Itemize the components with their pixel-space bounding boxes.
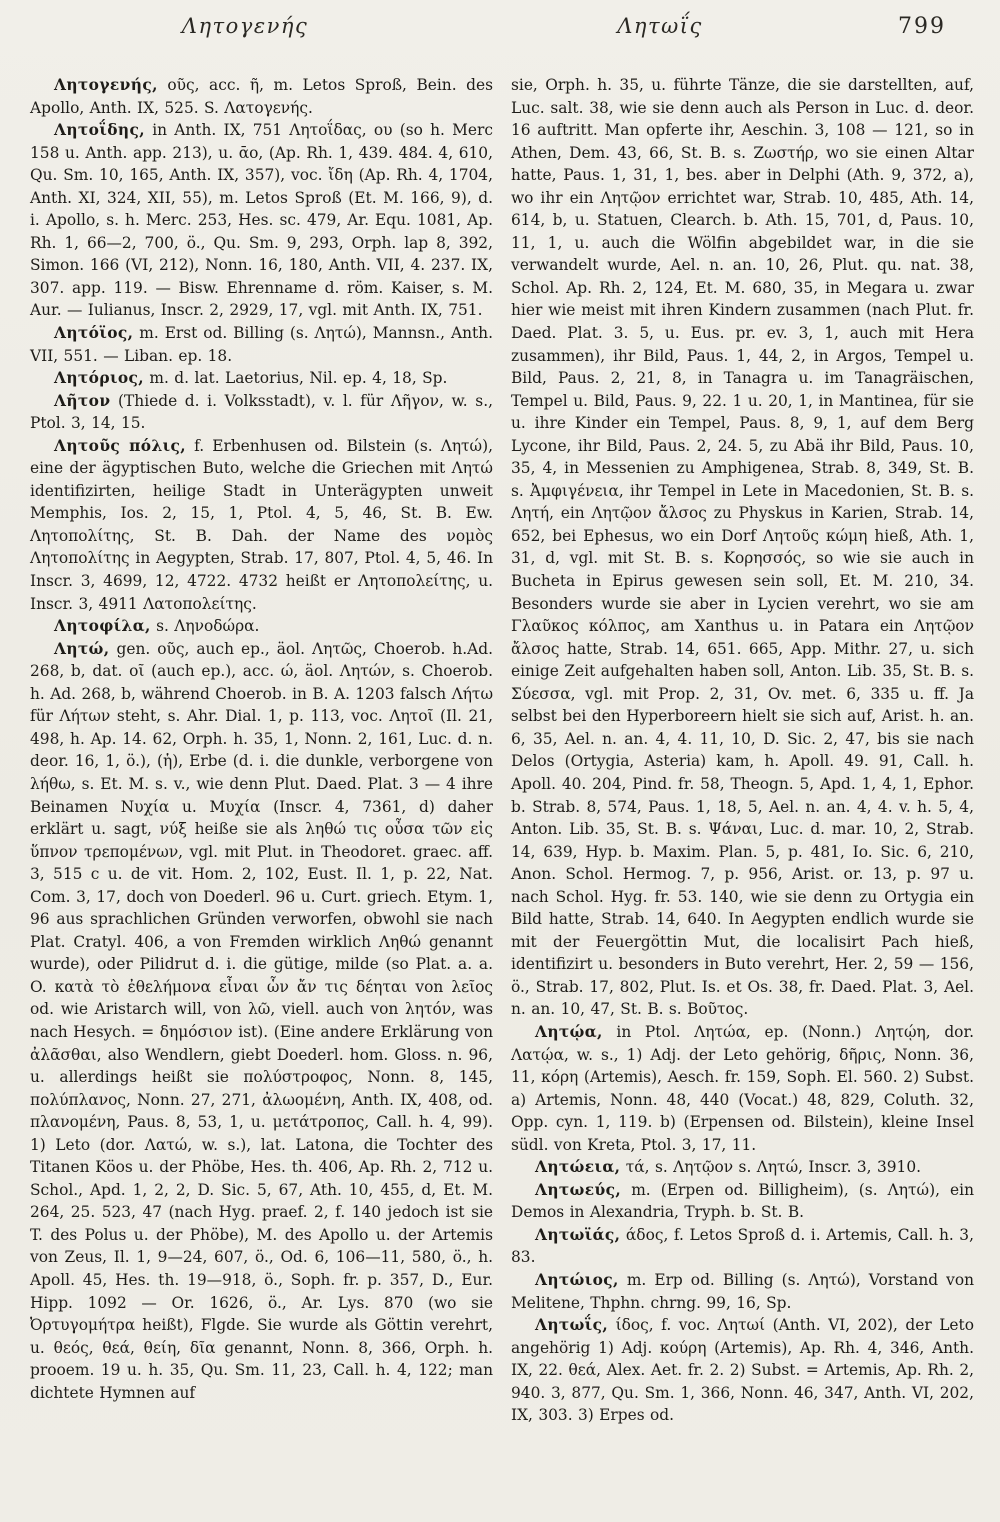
entry-text: άδος, f. Letos Sproß d. i. Artemis, Call. h. 3, 83. [511,1225,974,1267]
headword: Λῆτον [54,391,111,410]
entry-text: in Ptol. Λητώα, ep. (Nonn.) Λητῴη, dor. Λατῴα, w. s., 1) Adj. der Leto gehörig, δῆρις, Nonn. 36, 11, κόρη (Artemis), Aesch. fr. 159, Soph. El. 560. 2) Subst. a) Artemis, Nonn. 48, 440 (Vocat.) 48, 829, Coluth. 32, Opp. cyn. 1, 119. b) (Erpensen od. Bilstein), kleine Insel südl. von Kreta, Ptol. 3, 17, 11. [511,1022,974,1154]
headword: Λητωϊάς, [535,1225,621,1244]
running-head-left: Λητογενής [181,14,309,38]
headword: Λητώεια, [535,1158,621,1177]
headword: Λητογενής, [54,76,158,94]
page-header [30,14,974,60]
entry-letous-polis [30,435,493,615]
entry-letoa [511,1021,974,1156]
entry-text: s. Ληνοδώρα. [150,617,260,636]
headword: Λητώιος, [535,1270,619,1289]
entry-text: m. Erp od. Billing (s. Λητώ), Vorstand von Melitene, Thphn. chrng. 99, 16, Sp. [511,1270,974,1312]
entry-letoides [30,119,493,322]
entry-text: sie, Orph. h. 35, u. führte Tänze, die sie darstellten, auf, Luc. salt. 38, wie sie denn auch als Person in Luc. d. deor. 16 auftritt. Man opferte ihr, Aeschin. 3, 108 — 121, so in Athen, Dem. 43, 66, St. B. s. Ζωστήρ, wo sie einen Altar hatte, Paus. 1, 31, 1, bes. aber in Delphi (Ath. 9, 372, a), wo ihr ein Λητῷον errichtet war, Strab. 10, 485, Ath. 14, 614, b, u. Statuen, Clearch. b. Ath. 15, 701, d, Paus. 10, 11, 1, u. auch die Wölfin abgebildet war, in die sie verwandelt wurde, Ael. n. an. 10, 26, Plut. qu. nat. 38, Schol. Ap. Rh. 2, 124, Et. M. 680, 35, in Megara u. zwar hier wie meist mit ihren Kindern zusammen (nach Plut. fr. Daed. Plat. 3. 5, u. Eus. pr. ev. 3, 1, auch mit Hera zusammen), ihr Bild, Paus. 1, 44, 2, in Argos, Tempel u. Bild, Paus. 2, 21, 8, in Tanagra u. im Tanagräischen, Tempel u. Bild, Paus. 9, 22. 1 u. 20, 1, in Mantinea, für sie u. ihre Kinder ein Tempel, Paus. 8, 9, 1, auf dem Berg Lycone, ihr Bild, Paus. 2, 24. 5, zu Abä ihr Bild, Paus. 10, 35, 4, in Messenien zu Amphigenea, Strab. 8, 349, St. B. s. Ἀμφιγένεια, ihr Tempel in Lete in Macedonien, St. B. s. Λητή, ein Λητῷον ἄλσος zu Physkus in Karien, Strab. 14, 652, bei Ephesus, wo ein Dorf Λητοῦς κώμη hieß, Ath. 1, 31, d, vgl. mit St. B. s. Κορησσός, so wie sie auch in Bucheta in Epirus gewesen sein soll, Et. M. 210, 34. Besonders wurde sie aber in Lycien verehrt, wo sie am Γλαῦκος κόλπος, am Xanthus u. in Patara ein Λητῷον ἄλσος hatte, Strab. 14, 651. 665, App. Mithr. 27, u. sich einige Zeit aufgehalten haben soll, Anton. Lib. 35, St. B. s. Σύεσσα, vgl. mit Prop. 2, 31, Ov. met. 6, 335 u. ff. Ja selbst bei den Hyperboreern hielt sie sich auf, Arist. h. an. 6, 35, Ael. n. an. 4, 4. 11, 10, D. Sic. 2, 47, bis sie nach Delos (Ortygia, Asteria) kam, h. Apoll. 49. 91, Call. h. Apoll. 40. 204, Pind. fr. 58, Theogn. 5, Apd. 1, 4, 1, Ephor. b. Strab. 8, 574, Paus. 1, 18, 5, Ael. n. an. 4, 4. v. h. 5, 4, Anton. Lib. 35, St. B. s. Ψάναι, Luc. d. mar. 10, 2, Strab. 14, 639, Hyp. b. Maxim. Plan. 5, p. 481, Io. Sic. 6, 210, Anon. Schol. Hermog. 7, p. 956, Arist. or. 13, p. 97 u. nach Schol. Hyg. fr. 53. 140, wie sie denn zu Ortygia ein Bild hatte, Strab. 14, 640. In Aegypten endlich wurde sie mit der Feuergöttin Mut, die localisirt Pach hieß, identifizirt u. besonders in Buto verehrt, Her. 2, 59 — 156, ö., Strab. 17, 802, Plut. Is. et Os. 38, fr. Daed. Plat. 3, Ael. n. an. 10, 47, St. B. s. Βοῦτος. [511,76,974,1019]
entry-text: f. Erbenhusen od. Bilstein (s. Λητώ), eine der ägyptischen Buto, welche die Griechen mit Λητώ identifizirten, heilige Stadt in Unterägypten unweit Memphis, Ios. 2, 15, 1, Ptol. 4, 5, 46, St. B. Ew. Λητοπολίτης, St. B. Dah. der Name des νομὸς Λητοπολίτης in Aegypten, Strab. 17, 807, Ptol. 4, 5, 46. In Inscr. 3, 4699, 12, 4722. 4732 heißt er Λητοπολείτης, u. Inscr. 3, 4911 Λατοπολείτης. [30,436,494,613]
entry-text: ίδος, f. voc. Λητωί (Anth. VI, 202), der Leto angehörig 1) Adj. κούρη (Artemis), Ap. Rh. 4, 346, Anth. IX, 22. θεά, Alex. Aet. fr. 2. 2) Subst. = Artemis, Ap. Rh. 2, 940. 3, 877, Qu. Sm. 1, 366, Nonn. 46, 347, Anth. VI, 202, IX, 303. 3) Erpes od. [511,1316,974,1425]
entry-leto [30,638,493,1405]
entry-letois [511,1314,974,1427]
text-columns [30,74,974,1427]
column-left [30,74,493,1427]
entry-text: m. Erst od. Billing (s. Λητώ), Mannsn., Anth. VII, 551. — Liban. ep. 18. [30,324,493,365]
entry-letoias [511,1224,974,1269]
entry-text: m. d. lat. Laetorius, Nil. ep. 4, 18, Sp. [144,369,448,388]
entry-text: τά, s. Λητῷον s. Λητώ, Inscr. 3, 3910. [620,1158,922,1177]
headword: Λητωεύς, [535,1180,622,1199]
running-head-right: Λητωΐς [617,14,703,38]
entry-text: in Anth. IX, 751 Λητοΐδας, ου (so h. Merc 158 u. Anth. app. 213), u. ᾱο, (Ap. Rh. 1, 439. 484. 4, 610, Qu. Sm. 10, 165, Anth. IX, 357), voc. ἴδη (Ap. Rh. 4, 1704, Anth. XI, 324, XII, 55), m. Letos Sproß (Et. M. 166, 9), d. i. Apollo, s. h. Merc. 253, Hes. sc. 479, Ar. Equ. 1081, Ap. Rh. 1, 66—2, 700, ö., Qu. Sm. 9, 293, Orph. lap 8, 392, Simon. 166 (VI, 212), Nonn. 16, 180, Anth. VII, 4. 237. IX, 307. app. 119. — Bisw. Ehrenname d. röm. Kaiser, s. M. Aur. — Iulianus, Inscr. 2, 2929, 17, vgl. mit Anth. IX, 751. [30,121,493,320]
entry-letoeia [511,1156,974,1179]
headword: Λητοῦς πόλις, [54,436,187,455]
entry-letoios [30,322,493,367]
entry-letoios-2 [511,1269,974,1314]
entry-leto-continuation [511,74,974,1021]
headword: Λητωΐς, [535,1316,609,1335]
entry-letoeus [511,1179,974,1224]
entry-text: (Thiede d. i. Volksstadt), v. l. für Λῆγον, w. s., Ptol. 3, 14, 15. [30,391,493,433]
column-right [511,74,974,1427]
entry-text: m. (Erpen od. Billigheim), (s. Λητώ), ein Demos in Alexandria, Tryph. b. St. B. [511,1180,974,1222]
headword: Λητώ, [54,639,110,658]
headword: Λητοΐδης, [54,121,145,140]
entry-text: gen. οῦς, auch ep., äol. Λητῶς, Choerob. h.Ad. 268, b, dat. οῖ (auch ep.), acc. ώ, äol. Λητών, s. Choerob. h. Ad. 268, b, während Choerob. in B. A. 1203 falsch Λήτω für Λήτων steht, s. Ahr. Dial. 1, p. 113, voc. Λητοῖ (Il. 21, 498, h. Ap. 14. 62, Orph. h. 35, 1, Nonn. 2, 161, Luc. d. n. deor. 16, 1, ö.), (ἡ), Erbe (d. i. die dunkle, verborgene von λήθω, s. Et. M. s. v., wie denn Plut. Daed. Plat. 3 — 4 ihre Beinamen Νυχία u. Μυχία (Inscr. 4, 7361, d) daher erklärt u. sagt, νύξ heiße sie als ληθώ τις οὖσα τῶν εἰς ὕπνον τρεπομένων, vgl. mit Plut. in Theodoret. graec. aff. 3, 515 c u. de vit. Hom. 2, 102, Eust. Il. 1, p. 22, Nat. Com. 3, 17, doch von Doederl. 96 u. Curt. griech. Etym. 1, 96 aus sprachlichen Gründen verworfen, obwohl sie nach Plat. Cratyl. 406, a von Fremden wirklich Ληθώ genannt wurde), oder Pilidrut d. i. die gütige, milde (so Plat. a. a. O. κατὰ τὸ ἐθελήμονα εἶναι ὧν ἄν τις δέηται von λεῖος od. wie Aristarch will, von λῶ, viell. auch von λητόν, was nach Hesych. = δημόσιον ist). (Eine andere Erklärung von ἀλᾶσθαι, also Wendlern, giebt Doederl. hom. Gloss. n. 96, u. allerdings heißt sie πολύστροφος, Nonn. 8, 145, πολύπλανος, Nonn. 27, 271, ἀλωομένη, Anth. IX, 408, od. πλανομένη, Paus. 8, 53, 1, u. μετάτροπος, Call. h. 4, 99). 1) Leto (dor. Λατώ, w. s.), lat. Latona, die Tochter des Titanen Köos u. der Phöbe, Hes. th. 406, Ap. Rh. 2, 712 u. Schol., Apd. 1, 2, 2, D. Sic. 5, 67, Ath. 10, 455, d, Et. M. 264, 25. 523, 47 (nach Hyg. praef. 2, f. 140 jedoch ist sie T. des Polus u. der Phöbe), M. des Apollo u. der Artemis von Zeus, Il. 1, 9—24, 607, ö., Od. 6, 106—11, 580, ö., h. Apoll. 45, Hes. th. 19—918, ö., Soph. fr. p. 357, D., Eur. Hipp. 1092 — Or. 1626, ö., Ar. Lys. 870 (wo sie Ὀρτυγομήτρα heißt), Flgde. Sie wurde als Göttin verehrt, u. θεός, θεά, θείη, δῖα genannt, Nonn. 8, 366, Orph. h. prooem. 19 u. h. 35, Qu. Sm. 11, 23, Call. h. 4, 122; man dichtete Hymnen auf [30,639,493,1402]
entry-letophila [30,615,493,638]
entry-leton [30,390,493,435]
headword: Λητῴα, [535,1022,603,1041]
headword: Λητόϊος, [54,324,134,343]
entry-letorios [30,367,493,390]
entry-letogenes [30,74,493,119]
page-number: 799 [898,14,946,39]
headword: Λητοφίλα, [54,617,151,636]
headword: Λητόριος, [54,369,145,388]
entry-text: οῦς, acc. ῆ, m. Letos Sproß, Bein. des Apollo, Anth. IX, 525. S. Λατογενής. [30,76,493,117]
